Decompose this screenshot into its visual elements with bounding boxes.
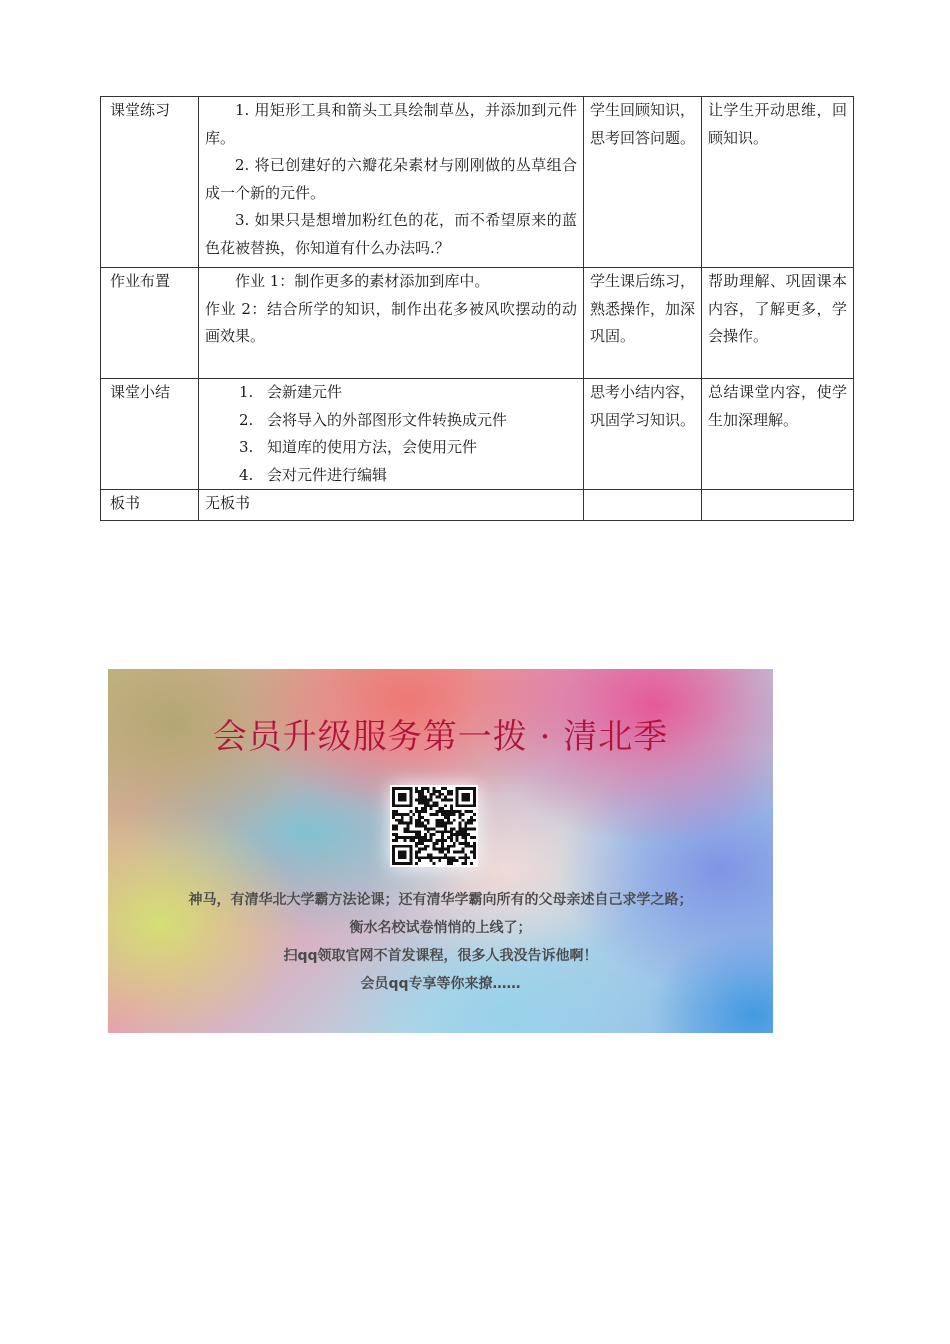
- table-row: [101, 268, 854, 379]
- design-purpose: 让学生开动思维，回顾知识。: [702, 97, 854, 268]
- promo-title: 会员升级服务第一拨 · 清北季: [212, 717, 669, 757]
- lesson-plan-table: [100, 96, 854, 521]
- design-purpose: 帮助理解、巩固课本内容，了解更多，学会操作。: [702, 268, 854, 379]
- table-row: [101, 490, 854, 521]
- promo-text: [108, 886, 773, 998]
- content-line: 作业 2：结合所学的知识，制作出花多被风吹摆动的动画效果。: [205, 299, 577, 345]
- row-label: 课堂练习: [101, 97, 199, 268]
- table-row: [101, 97, 854, 268]
- promo-banner: [108, 669, 773, 1033]
- content-line: 2. 将已创建好的六瓣花朵素材与刚刚做的丛草组合成一个新的元件。: [205, 156, 577, 202]
- row-content: 无板书: [199, 490, 584, 521]
- row-content: [199, 268, 584, 379]
- row-label: 板书: [101, 490, 199, 521]
- promo-line: 神马，有清华北大学霸方法论课；还有清华学霸向所有的父母亲述自己求学之路；: [188, 892, 693, 908]
- row-label: 课堂小结: [101, 379, 199, 490]
- list-item: 1. 会新建元件: [239, 383, 343, 401]
- design-purpose: [702, 490, 854, 521]
- table-row: [101, 379, 854, 490]
- student-activity: 思考小结内容，巩固学习知识。: [584, 379, 702, 490]
- qr-code-icon[interactable]: [390, 785, 478, 867]
- list-item: 4. 会对元件进行编辑: [239, 465, 388, 484]
- promo-line: 衡水名校试卷悄悄的上线了；: [349, 920, 532, 936]
- student-activity: 学生课后练习，熟悉操作，加深巩固。: [584, 268, 702, 379]
- row-content: [199, 97, 584, 268]
- row-label: 作业布置: [101, 268, 199, 379]
- design-purpose: 总结课堂内容，使学生加深理解。: [702, 379, 854, 490]
- content-line: 1. 用矩形工具和箭头工具绘制草丛，并添加到元件库。: [205, 101, 577, 147]
- row-content: [199, 379, 584, 490]
- content-line: 作业 1：制作更多的素材添加到库中。: [235, 272, 490, 290]
- content-line: 3. 如果只是想增加粉红色的花，而不希望原来的蓝色花被替换，你知道有什么办法吗.？: [205, 211, 577, 257]
- promo-line: 会员qq专享等你来撩……: [360, 976, 521, 992]
- student-activity: 学生回顾知识，思考回答问题。: [584, 97, 702, 268]
- list-item: 2. 会将导入的外部图形文件转换成元件: [239, 410, 508, 429]
- list-item: 3. 知道库的使用方法，会使用元件: [239, 438, 478, 456]
- promo-line: 扫qq领取官网不首发课程，很多人我没告诉他啊！: [283, 948, 598, 964]
- student-activity: [584, 490, 702, 521]
